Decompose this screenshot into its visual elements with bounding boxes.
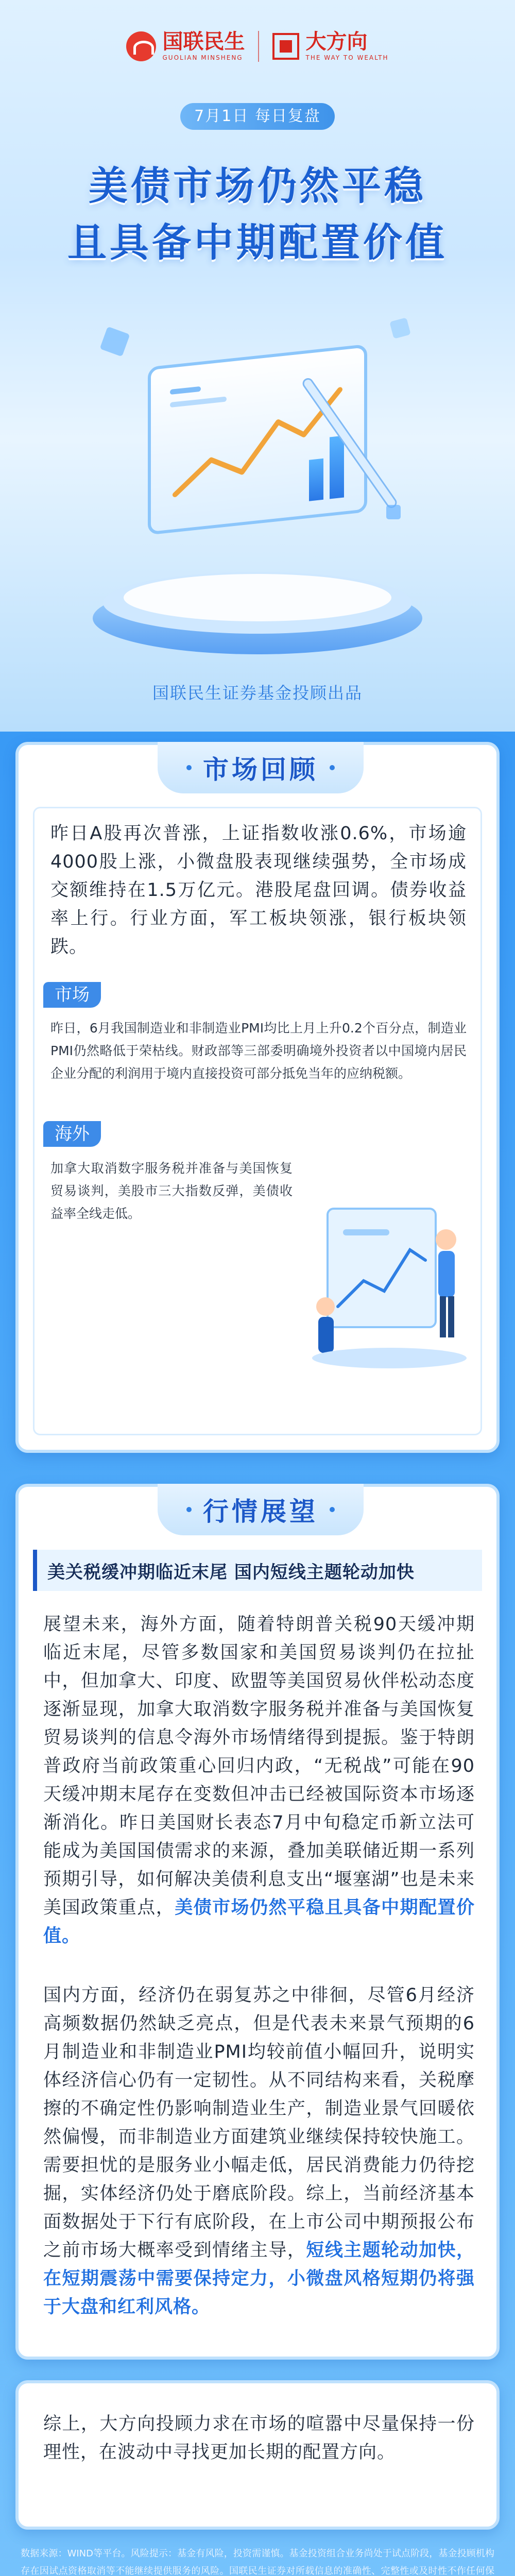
heading-dot-right xyxy=(330,1507,335,1512)
market-detail: 昨日，6月我国制造业和非制造业PMI均比上月上升0.2个百分点，制造业PMI仍然略低于荣枯线。财政部等三部委明确境外投资者以中国境内居民企业分配的利润用于境内直接投资可部分抵免当年的应纳税额。 xyxy=(50,1021,467,1081)
logo-divider xyxy=(258,31,259,62)
overseas-detail: 加拿大取消数字服务税并准备与美国恢复贸易谈判，美股市三大指数反弹，美债收益率全线走低。 xyxy=(50,1161,293,1221)
conclusion-card xyxy=(15,2380,500,2530)
page-title-line2: 且具备中期配置价值 xyxy=(67,219,448,265)
overseas-outlook-text: 展望未来，海外方面，随着特朗普关税90天缓冲期临近末尾，尽管多数国家和美国贸易谈判仍在拉扯中，但加拿大、印度、欧盟等美国贸易伙伴松动态度逐渐显现，加拿大取消数字服务税并准备与美国恢复贸易谈判的信息令海外市场情绪得到提振。鉴于特朗普政府当前政策重心回归内政，“无税战”可能在90天缓冲期末尾存在变数但冲击已经被国际资本市场逐渐消化。昨日美国财长表态7月中旬稳定币新立法可能成为美国国债需求的来源，叠加美联储近期一系列预期引导，如何解决美债利息支出“堰塞湖”也是未来美国政策重点， xyxy=(43,1614,475,1918)
heading-dot-left xyxy=(186,765,192,770)
outlook-card xyxy=(15,1484,500,2360)
conclusion-text: 综上，大方向投顾力求在市场的喧嚣中尽量保持一份理性，在波动中寻找更加长期的配置方向。 xyxy=(43,2414,475,2463)
market-review-header xyxy=(158,742,364,793)
people-chart-illustration xyxy=(307,1137,477,1374)
market-review-heading: 市场回顾 xyxy=(203,755,318,785)
overseas-outlook xyxy=(43,1611,475,1951)
guolian-logo[interactable] xyxy=(126,31,245,61)
chart-board-illustration xyxy=(77,289,438,670)
guolian-logo-icon xyxy=(126,31,156,61)
hero-banner xyxy=(0,0,515,732)
disclaimer: 数据来源：WIND等平台。风险提示：基金有风险，投资需谨慎。基金投资组合业务尚处于试点阶段，基金投顾机构存在因试点资格取消等不能继续提供服务的风险。国联民生证券对所载信息的准确性、完整性或及时性不作任何保 xyxy=(21,2548,494,2576)
domestic-outlook-text: 国内方面，经济仍在弱复苏之中徘徊，尽管6月经济高频数据仍然缺乏亮点，但是代表未来景气预期的6月制造业和非制造业PMI均较前值小幅回升，说明实体经济信心仍有一定韧性。从不同结构来看，关税摩擦的不确定性仍影响制造业生产，制造业景气回暖依然偏慢，而非制造业方面建筑业继续保持较快施工。需要担忧的是服务业小幅走低，居民消费能力仍待挖掘，实体经济仍处于磨底阶段。综上，当前经济基本面数据处于下行有底阶段，在上市公司中期预报公布之前市场大概率受到情绪主导， xyxy=(43,1985,475,2261)
outlook-subheading-text: 美关税缓冲期临近末尾 国内短线主题轮动加快 xyxy=(47,1562,415,1583)
outlook-heading: 行情展望 xyxy=(203,1497,318,1527)
domestic-outlook xyxy=(43,1981,475,2321)
dafangxiang-logo-en: THE WAY TO WEALTH xyxy=(305,54,389,61)
heading-dot-left xyxy=(186,1507,192,1512)
market-summary: 昨日A股再次普涨，上证指数收涨0.6%，市场逾4000股上涨，小微盘股表现继续强势，全市场成交额维持在1.5万亿元。港股尾盘回调。债券收益率上行。行业方面，军工板块领涨，银行板块领跌。 xyxy=(50,823,467,957)
market-review-card xyxy=(15,742,500,1453)
dafangxiang-logo[interactable] xyxy=(272,31,388,61)
dafangxiang-logo-name: 大方向 xyxy=(305,30,368,54)
page-title-line1: 美债市场仍然平稳 xyxy=(89,163,426,209)
guolian-logo-name: 国联民生 xyxy=(162,30,245,54)
brand-logos xyxy=(0,31,515,62)
dafangxiang-logo-icon xyxy=(272,33,299,60)
date-badge: 7月1日 每日复盘 xyxy=(180,103,335,130)
domestic-outlook-highlight: 短线主题轮动加快，在短期震荡中需要保持定力，小微盘风格短期仍将强于大盘和红利风格。 xyxy=(43,2240,475,2317)
outlook-header xyxy=(158,1484,364,1535)
outlook-subheading xyxy=(33,1550,482,1591)
overseas-outlook-highlight: 美债市场仍然平稳且具备中期配置价值。 xyxy=(43,1897,475,1946)
guolian-logo-en: GUOLIAN MINSHENG xyxy=(162,54,243,61)
heading-dot-right xyxy=(330,765,335,770)
market-tag: 市场 xyxy=(43,982,101,1008)
byline: 国联民生证券基金投顾出品 xyxy=(152,683,363,703)
overseas-tag: 海外 xyxy=(43,1121,101,1147)
